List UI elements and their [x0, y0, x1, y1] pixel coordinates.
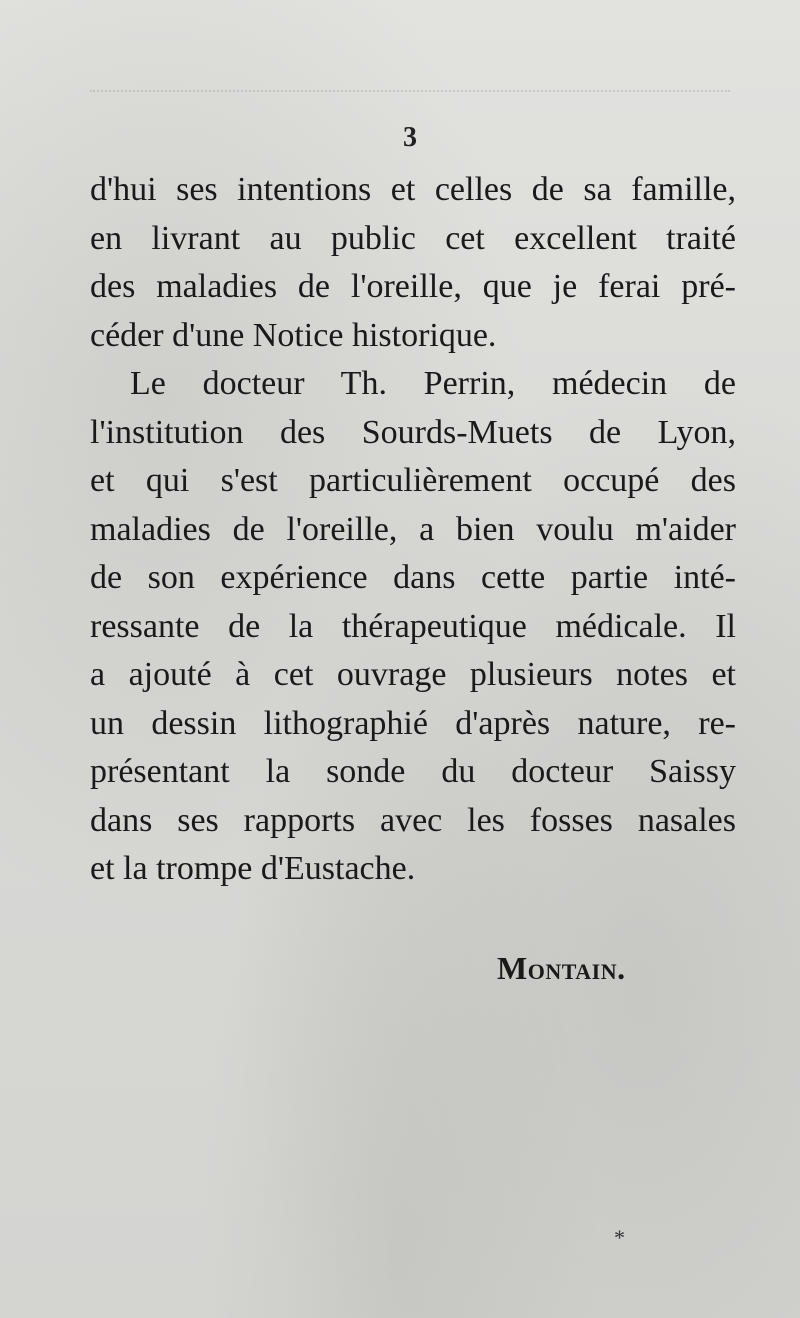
text-line: et la trompe d'Eustache.	[90, 850, 416, 887]
text-line: maladies de l'oreille, a bien voulu m'aider	[90, 510, 736, 548]
page-number: 3	[403, 122, 417, 153]
signature-mark: *	[614, 1225, 625, 1250]
author-signature: Montain.	[497, 950, 626, 986]
text-line: de son expérience dans cette partie inté-	[90, 559, 736, 596]
text-line: l'institution des Sourds-Muets de Lyon,	[90, 413, 736, 451]
text-line: présentant la sonde du docteur Saissy	[90, 753, 736, 790]
text-line: et qui s'est particulièrement occupé des	[90, 462, 736, 499]
text-line: céder d'une Notice historique.	[90, 316, 497, 354]
body-text	[90, 166, 736, 894]
text-line: des maladies de l'oreille, que je ferai pré-	[90, 268, 736, 305]
text-line: d'hui ses intentions et celles de sa famille,	[90, 171, 736, 208]
text-line: dans ses rapports avec les fosses nasales	[90, 801, 736, 839]
text-line: un dessin lithographié d'après nature, re-	[90, 704, 736, 742]
text-line: Le docteur Th. Perrin, médecin de	[130, 365, 736, 402]
show-through-top	[90, 90, 730, 100]
text-line: ressante de la thérapeutique médicale. Il	[90, 607, 736, 645]
text-line: en livrant au public cet excellent traité	[90, 219, 736, 257]
text-line: a ajouté à cet ouvrage plusieurs notes et	[90, 656, 736, 693]
